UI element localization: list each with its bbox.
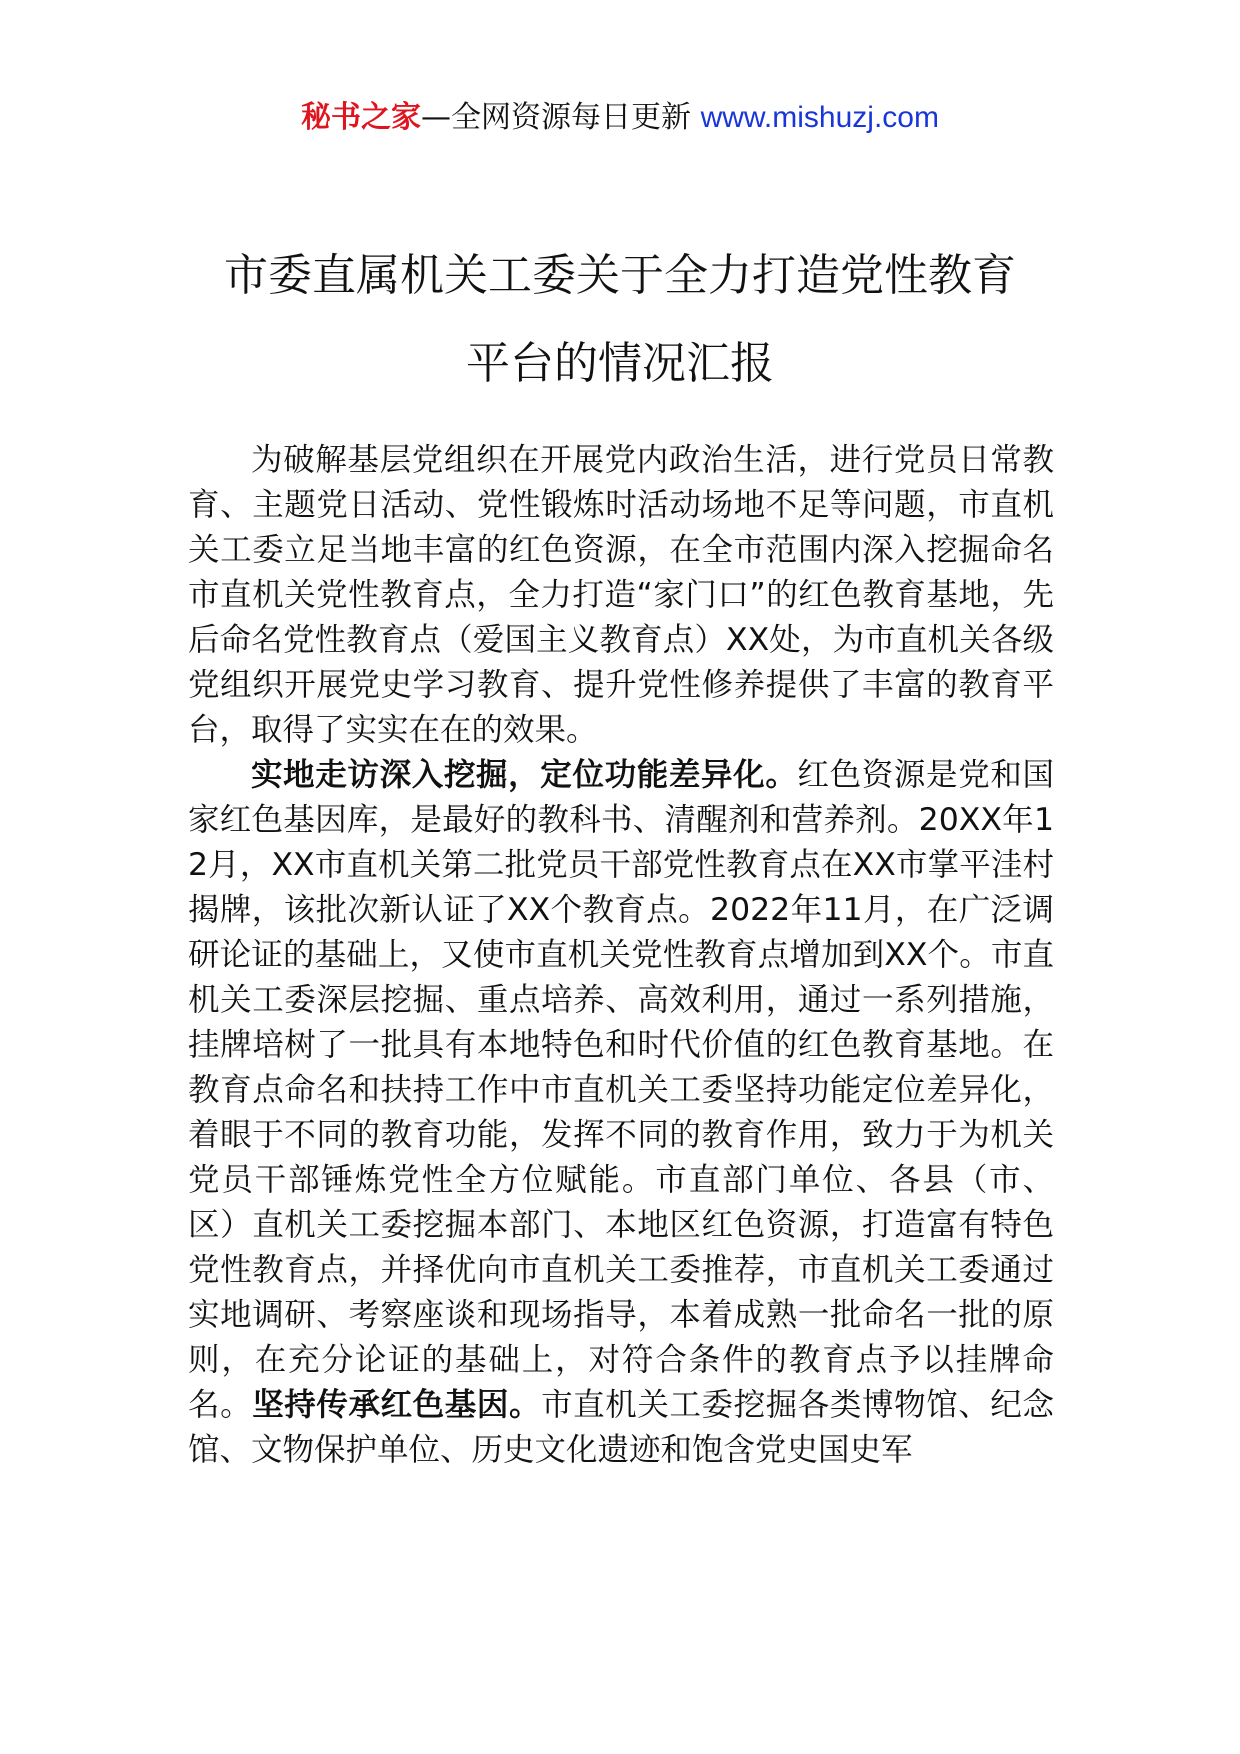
title-line-2: 平台的情况汇报 xyxy=(466,338,774,389)
paragraph-text: 市直机关工委挖掘各类博物馆、纪念馆、文物保护单位、历史文化遗迹和饱含党史国史军 xyxy=(188,1387,1054,1468)
site-tagline: —全网资源每日更新 xyxy=(421,100,692,135)
paragraph-intro xyxy=(188,438,1054,753)
title-line-1: 市委直属机关工委关于全力打造党性教育 xyxy=(224,250,1016,301)
paragraph-text: 红色资源是党和国家红色基因库，是最好的教科书、清醒剂和营养剂。20XX年12月，XX市直机关第二批党员干部党性教育点在XX市掌平洼村揭牌，该批次新认证了XX个教育点。2022年11月，在广泛调研论证的基础上，又使市直机关党性教育点增加到XX个。市直机关工委深层挖掘、重点培养、高效利用，通过一系列措施，挂牌培树了一批具有本地特色和时代价值的红色教育基地。在教育点命名和扶持工作中市直机关工委坚持功能定位差异化，着眼于不同的教育功能，发挥不同的教育作用，致力于为机关党员干部锤炼党性全方位赋能。市直部门单位、各县（市、区）直机关工委挖掘本部门、本地区红色资源，打造富有特色党性教育点，并择优向市直机关工委推荐，市直机关工委通过实地调研、考察座谈和现场指导，本着成熟一批命名一批的原则，在充分论证的基础上，对符合条件的教育点予以挂牌命名。 xyxy=(188,757,1054,1423)
section-subheading: 坚持传承红色基因。 xyxy=(252,1387,542,1423)
site-brand: 秘书之家 xyxy=(301,100,422,135)
section-heading: 实地走访深入挖掘，定位功能差异化。 xyxy=(251,757,798,793)
document-body xyxy=(188,438,1054,1473)
document-title xyxy=(0,232,1240,408)
site-url-link[interactable]: www.mishuzj.com xyxy=(700,101,939,134)
paragraph-text: 为破解基层党组织在开展党内政治生活，进行党员日常教育、主题党日活动、党性锻炼时活动场地不足等问题，市直机关工委立足当地丰富的红色资源，在全市范围内深入挖掘命名市直机关党性教育点，全力打造“家门口”的红色教育基地，先后命名党性教育点（爱国主义教育点）XX处，为市直机关各级党组织开展党史学习教育、提升党性修养提供了丰富的教育平台，取得了实实在在的效果。 xyxy=(188,442,1054,748)
site-header xyxy=(0,98,1240,138)
paragraph-section-1 xyxy=(188,753,1054,1473)
